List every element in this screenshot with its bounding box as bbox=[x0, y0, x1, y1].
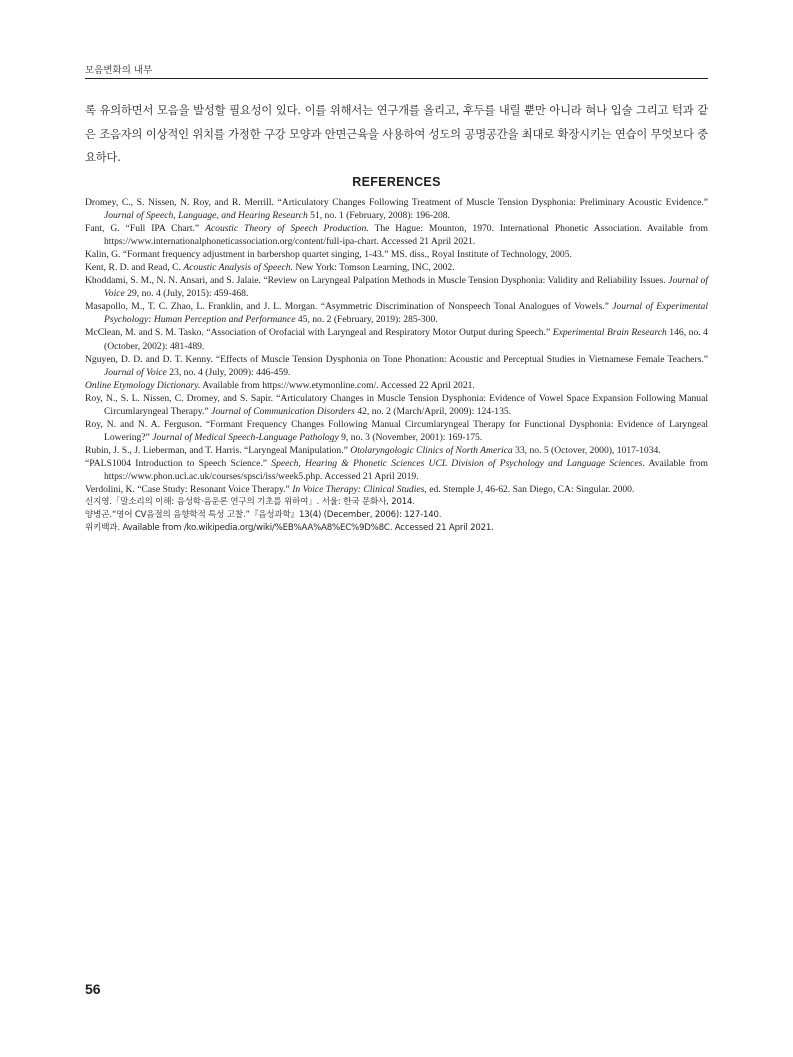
reference-item bbox=[85, 274, 708, 300]
reference-title: Journal of Communication Disorders bbox=[211, 405, 355, 417]
reference-title: Online Etymology Dictionary. bbox=[85, 379, 201, 391]
reference-list bbox=[85, 196, 708, 535]
reference-text: 29, no. 4 (July, 2015): 459-468. bbox=[124, 288, 249, 300]
reference-item bbox=[85, 509, 708, 522]
reference-title: Journal of Voice bbox=[104, 275, 708, 300]
reference-item bbox=[85, 457, 708, 483]
reference-text: 42, no. 2 (March/April, 2009): 124-135. bbox=[354, 405, 512, 417]
reference-text: Nguyen, D. D. and D. T. Kenny. “Effects of Muscle Tension Dysphonia on Tone Phonation: Acoustic and Perceptual Studies in Vietnamese Female Teachers.” bbox=[85, 353, 708, 365]
reference-text: Masapollo, M., T. C. Zhao, L. Franklin, and J. L. Morgan. “Asymmetric Discrimination of Nonspeech Tonal Analogues of Vowels.” bbox=[85, 301, 613, 313]
reference-text: Dromey, C., S. Nissen, N. Roy, and R. Merrill. “Articulatory Changes Following Treatment of Muscle Tension Dysphonia: Preliminary Acoustic Evidence.” bbox=[85, 197, 708, 208]
reference-item bbox=[85, 222, 708, 248]
reference-text: Roy, N., S. L. Nissen, C. Dromey, and S. Sapir. “Articulatory Changes in Muscle Tension Dysphonia: Evidence of Vowel Space Expansion Following Manual Circumlaryngeal Therapy.” bbox=[85, 392, 708, 417]
reference-text: 33, no. 5 (Octover, 2000), 1017-1034. bbox=[512, 444, 661, 456]
reference-item bbox=[85, 483, 708, 496]
reference-title: Journal of Speech, Language, and Hearing Research bbox=[104, 210, 308, 222]
reference-title: Otolaryngologic Clinics of North America bbox=[350, 444, 513, 456]
reference-item bbox=[85, 326, 708, 352]
reference-title: Experimental Brain Research bbox=[552, 327, 667, 339]
reference-item bbox=[85, 353, 708, 379]
reference-title: In Voice Therapy: Clinical Studies bbox=[292, 484, 425, 496]
reference-text: Kent, R. D. and Read, C. bbox=[85, 262, 184, 274]
reference-text: 51, no. 1 (February, 2008): 196-208. bbox=[307, 210, 450, 222]
page-number: 56 bbox=[85, 981, 101, 997]
reference-text: Available from https://www.etymonline.com/. Accessed 22 April 2021. bbox=[200, 379, 475, 391]
reference-text: Fant, G. “Full IPA Chart.” bbox=[85, 223, 206, 235]
reference-text: 9, no. 3 (November, 2001): 169-175. bbox=[338, 431, 483, 443]
reference-title: Acoustic Analysis of Speech. bbox=[183, 262, 293, 274]
reference-item bbox=[85, 196, 708, 222]
reference-item bbox=[85, 496, 708, 509]
reference-text: 45, no. 2 (February, 2019): 285-300. bbox=[295, 314, 438, 326]
reference-text: . Available from https://www.phon.ucl.ac.uk/courses/spsci/iss/week5.php. Accessed 21 April 2019. bbox=[104, 457, 708, 482]
reference-text: “PALS1004 Introduction to Speech Science.” bbox=[85, 457, 272, 469]
reference-text: 위키백과. Available from /ko.wikipedia.org/wiki/%EB%AA%A8%EC%9D%8C. Accessed 21 April 2021. bbox=[85, 523, 494, 534]
reference-text: 23, no. 4 (July, 2009): 446-459. bbox=[166, 366, 291, 378]
reference-item bbox=[85, 444, 708, 457]
reference-text: McClean, M. and S. M. Tasko. “Association of Orofacial with Laryngeal and Respiratory Motor Output during Speech.” bbox=[85, 327, 553, 339]
reference-text: 146, no. 4 (October, 2002): 481-489. bbox=[104, 327, 708, 352]
reference-item bbox=[85, 261, 708, 274]
references-heading: REFERENCES bbox=[352, 175, 441, 189]
reference-item bbox=[85, 392, 708, 418]
reference-title: Acoustic Theory of Speech Production. bbox=[205, 223, 369, 235]
reference-item bbox=[85, 418, 708, 444]
reference-text: 신지영.「말소리의 이해: 음성학·음운론 연구의 기초를 위하여」. 서울: 한국 문화사, 2014. bbox=[85, 497, 415, 508]
reference-text: Verdolini, K. “Case Study: Resonant Voice Therapy.” bbox=[85, 484, 293, 496]
reference-text: , ed. Stemple J, 46-62. San Diego, CA: Singular. 2000. bbox=[424, 484, 635, 496]
reference-item bbox=[85, 248, 708, 261]
header-rule bbox=[85, 78, 708, 79]
running-head: 모음변화의 내부 bbox=[85, 65, 153, 76]
reference-item bbox=[85, 522, 708, 535]
reference-title: Journal of Voice bbox=[104, 366, 167, 378]
reference-title: Speech, Hearing & Phonetic Sciences UCL Division of Psychology and Language Sciences bbox=[271, 457, 643, 469]
reference-text: Khoddami, S. M., N. N. Ansari, and S. Jalaie. “Review on Laryngeal Palpation Methods in Muscle Tension Dysphonia: Validity and Reliability Issues. bbox=[85, 275, 669, 287]
reference-title: Journal of Medical Speech-Language Pathology bbox=[152, 431, 339, 443]
body-paragraph: 록 유의하면서 모음을 발성할 필요성이 있다. 이를 위해서는 연구개를 올리고, 후두를 내릴 뿐만 아니라 혀나 입술 그리고 턱과 같은 조음자의 이상적인 위치를 가정한 구강 모양과 안면근육을 사용하여 성도의 공명공간을 최대로 확장시키는 연습이 무엇보다 중요하다. bbox=[85, 104, 708, 164]
reference-title: Journal of Experimental Psychology: Human Perception and Performance bbox=[104, 301, 708, 326]
reference-text: Kalin, G. “Formant frequency adjustment in barbershop quartet singing, 1-43.” MS. diss., Royal Institute of Technology, 2005. bbox=[85, 249, 572, 261]
reference-text: 양병곤.“영어 CV음절의 음향학적 특성 고찰.”『음성과학』13(4) (December, 2006): 127-140. bbox=[85, 510, 442, 521]
reference-text: New York: Tomson Learning, INC, 2002. bbox=[292, 262, 455, 274]
reference-item bbox=[85, 379, 708, 392]
reference-text: Rubin, J. S., J. Lieberman, and T. Harris. “Laryngeal Manipulation.” bbox=[85, 444, 351, 456]
reference-text: The Hague: Mounton, 1970. International Phonetic Association. Available from https://www.internationalphoneticassociation.org/content/full-ipa-chart. Accessed 21 April 2021. bbox=[104, 223, 708, 248]
reference-item bbox=[85, 300, 708, 326]
reference-text: Roy, N. and N. A. Ferguson. “Formant Frequency Changes Following Manual Circumlaryngeal Therapy for Functional Dysphonia: Evidence of Laryngeal Lowering?” bbox=[85, 418, 708, 443]
